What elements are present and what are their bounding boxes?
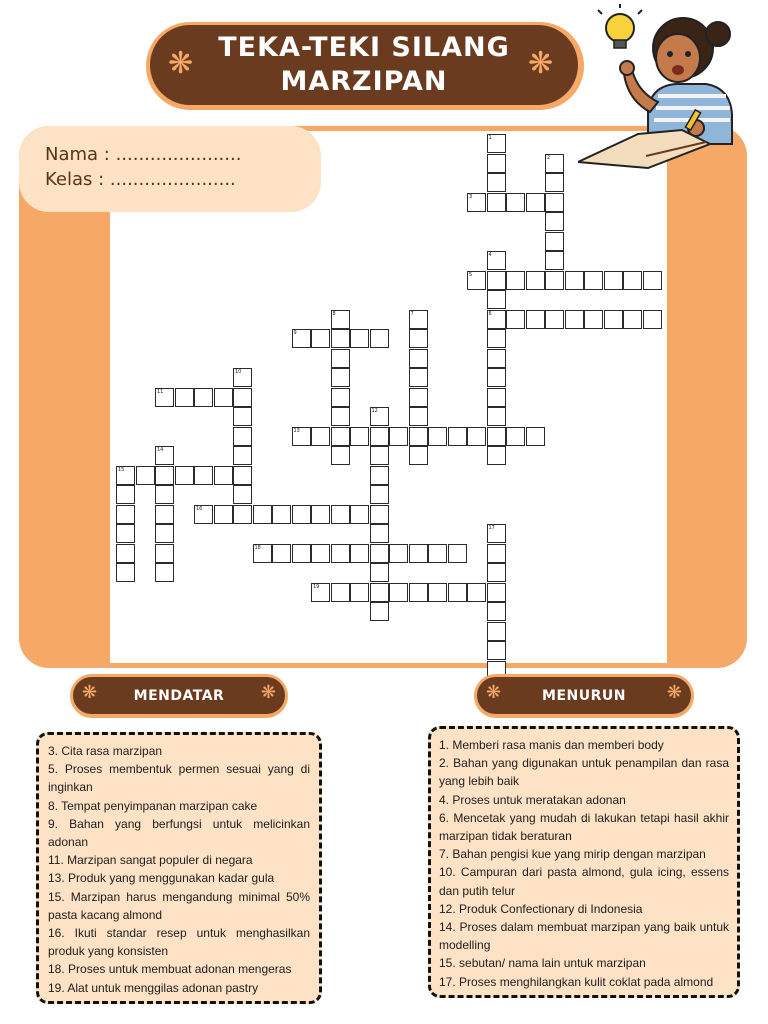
clue-number: 6	[488, 310, 492, 317]
clue-number: 3	[469, 193, 473, 200]
flower-icon: ❋	[260, 682, 276, 702]
crossword-cell[interactable]	[175, 388, 194, 407]
crossword-cell[interactable]	[487, 173, 506, 192]
crossword-cell[interactable]	[487, 329, 506, 348]
crossword-cell[interactable]	[565, 271, 584, 290]
kid-with-lightbulb-illustration	[578, 4, 748, 174]
clue-item: 9. Bahan yang berfungsi untuk melicinkan adonan	[48, 816, 310, 850]
clue-item: 12. Produk Confectionary di Indonesia	[439, 901, 643, 916]
clue-item: 8. Tempat penyimpanan marzipan cake	[48, 798, 258, 813]
crossword-cell[interactable]	[155, 524, 174, 543]
crossword-cell[interactable]	[448, 583, 467, 602]
crossword-cell[interactable]	[233, 505, 252, 524]
crossword-cell[interactable]	[370, 563, 389, 582]
crossword-cell[interactable]	[643, 310, 662, 329]
clue-item: 16. Ikuti standar resep untuk menghasilkan produk yang konsisten	[48, 926, 310, 959]
crossword-cell[interactable]	[370, 466, 389, 485]
clue-number: 5	[469, 271, 473, 278]
crossword-cell[interactable]	[506, 271, 525, 290]
crossword-cell[interactable]	[272, 544, 291, 563]
crossword-cell[interactable]	[409, 310, 428, 329]
crossword-cell[interactable]	[155, 446, 174, 465]
crossword-cell[interactable]	[526, 427, 545, 446]
crossword-cell[interactable]	[584, 310, 603, 329]
crossword-cell[interactable]	[526, 193, 545, 212]
clue-item: 6. Mencetak yang mudah di lakukan tetapi hasil akhir marzipan tidak beraturan	[439, 810, 729, 844]
clue-number: 4	[488, 252, 492, 258]
crossword-cell[interactable]	[487, 271, 506, 290]
crossword-cell[interactable]	[409, 349, 428, 368]
nama-field[interactable]: Nama : ......................	[45, 144, 242, 165]
crossword-cell[interactable]	[253, 505, 272, 524]
crossword-cell[interactable]	[389, 427, 408, 446]
crossword-cell[interactable]	[623, 310, 642, 329]
crossword-cell[interactable]	[233, 427, 252, 446]
menurun-clues-box	[428, 726, 740, 998]
crossword-cell[interactable]	[272, 505, 291, 524]
crossword-cell[interactable]	[623, 271, 642, 290]
clue-item: 7. Bahan pengisi kue yang mirip dengan marzipan	[439, 847, 706, 862]
clue-item: 17. Proses menghilangkan kulit coklat pada almond	[439, 974, 714, 989]
crossword-cell[interactable]	[350, 583, 369, 602]
crossword-cell[interactable]	[292, 544, 311, 563]
crossword-cell[interactable]	[487, 641, 506, 660]
crossword-cell[interactable]	[389, 583, 408, 602]
clue-number: 16	[196, 505, 203, 512]
title-banner	[146, 22, 584, 110]
crossword-cell[interactable]	[467, 271, 486, 290]
crossword-cell[interactable]	[409, 368, 428, 387]
crossword-cell[interactable]	[311, 427, 330, 446]
crossword-cell[interactable]	[194, 466, 213, 485]
flower-icon: ❋	[486, 682, 502, 702]
clue-number: 13	[293, 427, 300, 434]
crossword-cell[interactable]	[331, 388, 350, 407]
crossword-cell[interactable]	[311, 329, 330, 348]
clue-item: 5. Proses membentuk permen sesuai yang di inginkan	[48, 762, 310, 795]
crossword-cell[interactable]	[155, 485, 174, 504]
clue-number: 14	[157, 447, 164, 453]
crossword-cell[interactable]	[487, 427, 506, 446]
crossword-cell[interactable]	[487, 563, 506, 582]
clue-number: 8	[332, 310, 336, 317]
crossword-cell[interactable]	[292, 505, 311, 524]
crossword-cell[interactable]	[545, 271, 564, 290]
crossword-cell[interactable]	[487, 251, 506, 270]
crossword-cell[interactable]	[331, 427, 350, 446]
crossword-cell[interactable]	[116, 544, 135, 563]
crossword-cell[interactable]	[370, 407, 389, 426]
crossword-cell[interactable]	[292, 427, 311, 446]
crossword-cell[interactable]	[389, 544, 408, 563]
menurun-clue-list	[439, 736, 729, 991]
crossword-cell[interactable]	[311, 544, 330, 563]
crossword-cell[interactable]	[194, 388, 213, 407]
crossword-cell[interactable]	[526, 271, 545, 290]
crossword-cell[interactable]	[487, 154, 506, 173]
crossword-cell[interactable]	[233, 466, 252, 485]
clue-number: 19	[313, 583, 320, 590]
clue-number: 7	[410, 310, 414, 317]
crossword-cell[interactable]	[487, 524, 506, 543]
crossword-cell[interactable]	[311, 583, 330, 602]
clue-item: 14. Proses dalam membuat marzipan yang baik untuk modelling	[439, 920, 729, 953]
clue-item: 15. Marzipan harus mengandung minimal 50% pasta kacang almond	[48, 889, 310, 922]
mendatar-clue-list	[48, 742, 310, 997]
crossword-cell[interactable]	[487, 134, 506, 153]
crossword-cell[interactable]	[506, 310, 525, 329]
crossword-cell[interactable]	[506, 193, 525, 212]
clue-item: 11. Marzipan sangat populer di negara	[48, 853, 253, 868]
crossword-cell[interactable]	[331, 446, 350, 465]
crossword-cell[interactable]	[409, 407, 428, 426]
crossword-cell[interactable]	[175, 466, 194, 485]
crossword-cell[interactable]	[233, 388, 252, 407]
mendatar-clues-box	[36, 732, 322, 1004]
clue-number: 10	[235, 369, 242, 375]
crossword-cell[interactable]	[233, 368, 252, 387]
crossword-cell[interactable]	[370, 485, 389, 504]
crossword-cell[interactable]	[370, 427, 389, 446]
flower-icon: ❋	[666, 682, 682, 702]
crossword-cell[interactable]	[331, 505, 350, 524]
crossword-cell[interactable]	[604, 310, 623, 329]
crossword-cell[interactable]	[194, 505, 213, 524]
crossword-cell[interactable]	[350, 427, 369, 446]
crossword-cell[interactable]	[409, 329, 428, 348]
crossword-cell[interactable]	[467, 583, 486, 602]
crossword-cell[interactable]	[428, 544, 447, 563]
crossword-cell[interactable]	[331, 583, 350, 602]
crossword-cell[interactable]	[331, 544, 350, 563]
crossword-cell[interactable]	[643, 271, 662, 290]
crossword-cell[interactable]	[370, 583, 389, 602]
crossword-cell[interactable]	[370, 446, 389, 465]
crossword-cell[interactable]	[545, 251, 564, 270]
crossword-cell[interactable]	[233, 407, 252, 426]
crossword-cell[interactable]	[116, 485, 135, 504]
clue-item: 15. sebutan/ nama lain untuk marzipan	[439, 956, 646, 971]
crossword-cell[interactable]	[155, 466, 174, 485]
crossword-cell[interactable]	[370, 329, 389, 348]
title-line-2: MARZIPAN	[280, 66, 448, 97]
clue-number: 12	[371, 408, 378, 414]
crossword-cell[interactable]	[331, 407, 350, 426]
clue-number: 2	[547, 154, 551, 161]
crossword-cell[interactable]	[331, 329, 350, 348]
kelas-field[interactable]: Kelas : ......................	[45, 169, 236, 190]
clue-item: 1. Memberi rasa manis dan memberi body	[439, 738, 664, 752]
crossword-cell[interactable]	[155, 388, 174, 407]
title-line-1: TEKA-TEKI SILANG	[218, 32, 510, 63]
clue-item: 10. Campuran dari pasta almond, gula icing, essens dan putih telur	[439, 865, 729, 898]
crossword-cell[interactable]	[370, 524, 389, 543]
crossword-cell[interactable]	[136, 466, 155, 485]
identity-box	[19, 126, 321, 212]
crossword-cell[interactable]	[487, 290, 506, 309]
crossword-cell[interactable]	[448, 544, 467, 563]
crossword-cell[interactable]	[545, 212, 564, 231]
flower-icon: ❋	[528, 47, 554, 80]
crossword-cell[interactable]	[370, 505, 389, 524]
crossword-cell[interactable]	[467, 193, 486, 212]
crossword-cell[interactable]	[487, 544, 506, 563]
crossword-cell[interactable]	[311, 505, 330, 524]
crossword-cell[interactable]	[545, 232, 564, 251]
crossword-cell[interactable]	[545, 310, 564, 329]
crossword-cell[interactable]	[370, 544, 389, 563]
crossword-cell[interactable]	[214, 388, 233, 407]
crossword-cell[interactable]	[487, 368, 506, 387]
crossword-cell[interactable]	[214, 505, 233, 524]
crossword-cell[interactable]	[116, 505, 135, 524]
flower-icon: ❋	[82, 682, 98, 702]
crossword-cell[interactable]	[487, 602, 506, 621]
crossword-cell[interactable]	[604, 271, 623, 290]
clue-item: 19. Alat untuk menggilas adonan pastry	[48, 980, 259, 995]
crossword-cell[interactable]	[253, 544, 272, 563]
crossword-cell[interactable]	[116, 466, 135, 485]
crossword-cell[interactable]	[487, 388, 506, 407]
crossword-cell[interactable]	[487, 583, 506, 602]
crossword-cell[interactable]	[350, 544, 369, 563]
clue-number: 1	[488, 135, 492, 141]
crossword-cell[interactable]	[331, 368, 350, 387]
crossword-cell[interactable]	[584, 271, 603, 290]
crossword-cell[interactable]	[233, 446, 252, 465]
crossword-cell[interactable]	[545, 154, 564, 173]
crossword-cell[interactable]	[526, 310, 545, 329]
clue-item: 4. Proses untuk meratakan adonan	[439, 792, 626, 807]
crossword-cell[interactable]	[428, 583, 447, 602]
clue-number: 17	[488, 525, 495, 531]
clue-number: 15	[118, 466, 125, 473]
crossword-cell[interactable]	[409, 583, 428, 602]
crossword-cell[interactable]	[350, 505, 369, 524]
clue-item: 2. Bahan yang digunakan untuk penampilan dan rasa yang lebih baik	[439, 756, 729, 789]
menurun-header: MENURUN ❋ ❋	[474, 674, 694, 718]
crossword-cell[interactable]	[409, 544, 428, 563]
crossword-cell[interactable]	[506, 427, 525, 446]
crossword-cell[interactable]	[448, 427, 467, 446]
clue-number: 18	[254, 544, 261, 551]
crossword-cell[interactable]	[155, 544, 174, 563]
crossword-cell[interactable]	[545, 193, 564, 212]
crossword-cell[interactable]	[545, 173, 564, 192]
crossword-cell[interactable]	[409, 446, 428, 465]
crossword-cell[interactable]	[214, 466, 233, 485]
crossword-cell[interactable]	[292, 329, 311, 348]
flower-icon: ❋	[168, 47, 194, 80]
crossword-cell[interactable]	[487, 446, 506, 465]
crossword-cell[interactable]	[428, 427, 447, 446]
crossword-cell[interactable]	[487, 349, 506, 368]
clue-item: 18. Proses untuk membuat adonan mengeras	[48, 962, 292, 977]
crossword-cell[interactable]	[233, 485, 252, 504]
crossword-cell[interactable]	[487, 622, 506, 641]
clue-number: 9	[293, 330, 297, 336]
crossword-cell[interactable]	[487, 310, 506, 329]
crossword-cell[interactable]	[487, 407, 506, 426]
crossword-cell[interactable]	[350, 329, 369, 348]
crossword-cell[interactable]	[331, 349, 350, 368]
crossword-cell[interactable]	[409, 427, 428, 446]
mendatar-header: MENDATAR ❋ ❋	[70, 674, 288, 718]
crossword-cell[interactable]	[370, 602, 389, 621]
crossword-cell[interactable]	[116, 563, 135, 582]
crossword-cell[interactable]	[116, 524, 135, 543]
crossword-cell[interactable]	[467, 427, 486, 446]
clue-item: 3. Cita rasa marzipan	[48, 744, 163, 758]
crossword-cell[interactable]	[409, 388, 428, 407]
crossword-cell[interactable]	[155, 563, 174, 582]
crossword-cell[interactable]	[565, 310, 584, 329]
crossword-cell[interactable]	[155, 505, 174, 524]
crossword-cell[interactable]	[331, 310, 350, 329]
clue-item: 13. Produk yang menggunakan kadar gula	[48, 871, 275, 886]
clue-number: 11	[157, 388, 164, 395]
crossword-cell[interactable]	[487, 193, 506, 212]
